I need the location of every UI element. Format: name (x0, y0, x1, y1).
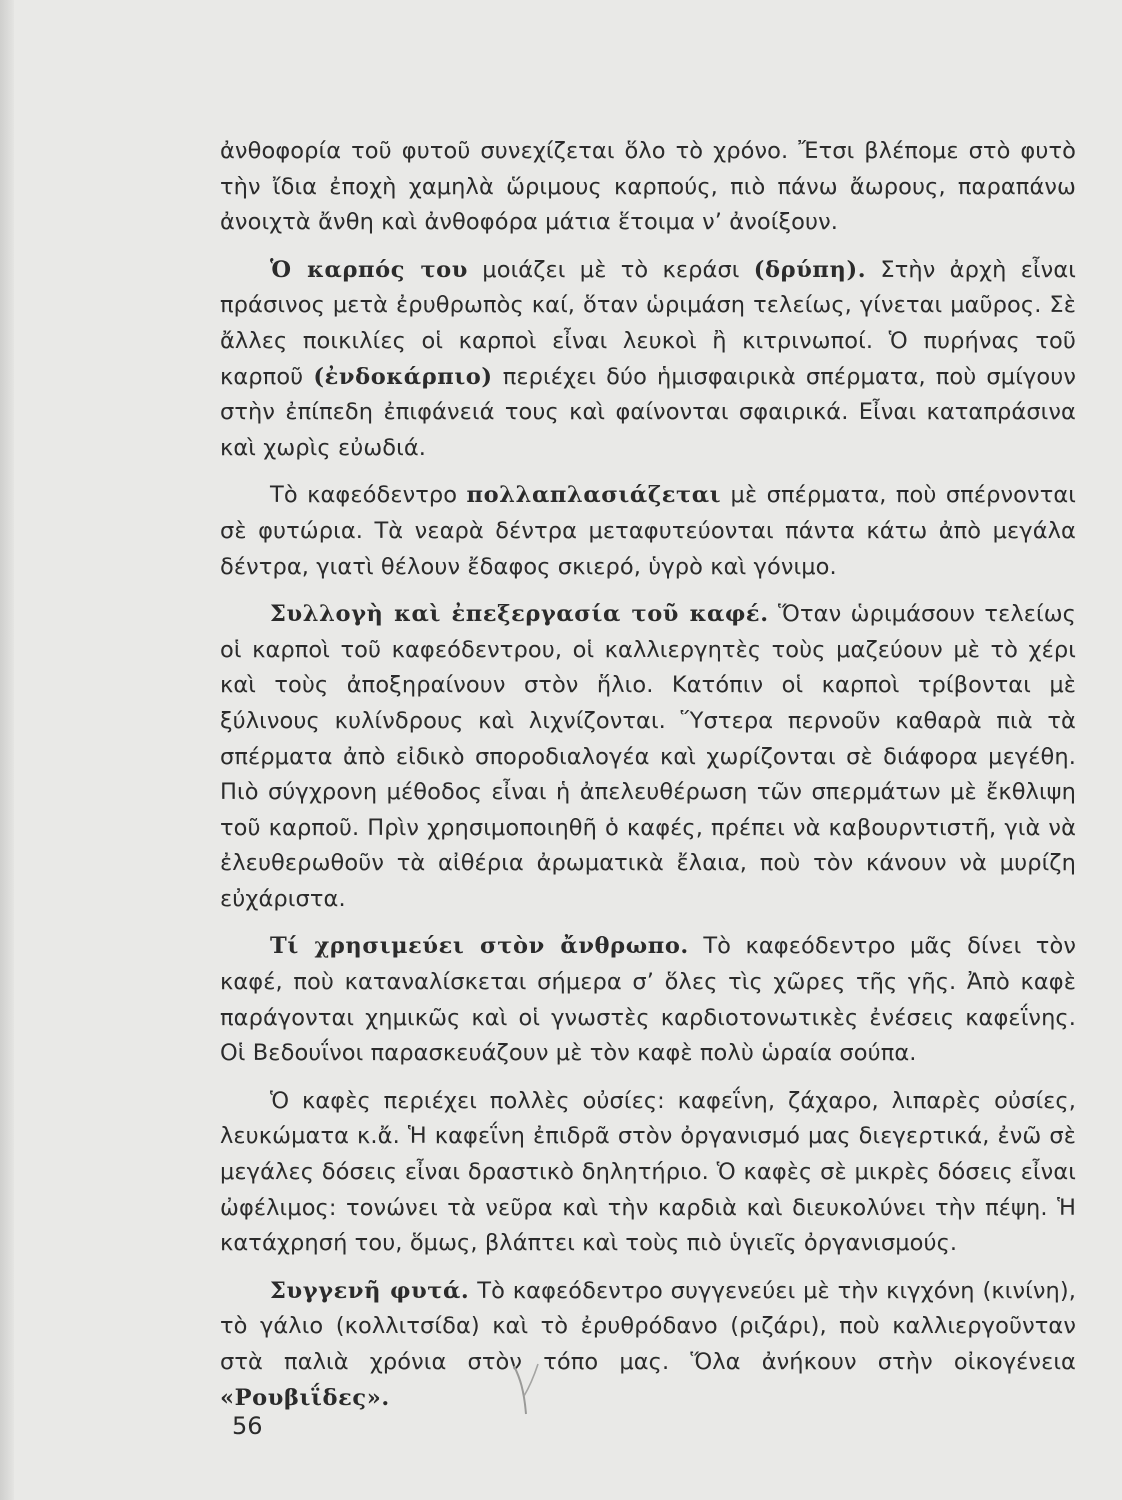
term-endocarp: (ἐνδοκάρπιο) (313, 363, 493, 390)
paragraph-substances (220, 1084, 1076, 1262)
paragraph-uses (220, 929, 1076, 1071)
paragraph-related-plants (220, 1274, 1076, 1416)
text-segment: μοιάζει μὲ τὸ κεράσι (468, 256, 754, 283)
heading-uses: Τί χρησιμεύει στὸν ἄνθρωπο. (270, 933, 689, 960)
text-segment: περιέχει δύο ἡμισφαιρικὰ σπέρματα, ποὺ σμίγουν στὴν ἐπίπεδη ἐπιφάνειά τους καὶ φαίνονται σφαιρικά. Εἶναι καταπράσινα καὶ χωρὶς εὐωδιά. (220, 363, 1076, 461)
paragraph-flowering (220, 134, 1076, 241)
heading-fruit: Ὁ καρπός του (270, 256, 469, 283)
text-segment: Ὅταν ὡριμάσουν τελείως οἱ καρποὶ τοῦ καφεόδεντρου, οἱ καλλιεργητὲς τοὺς μαζεύουν μὲ τὸ χέρι καὶ τοὺς ἀποξηραίνουν στὸν ἥλιο. Κατόπιν οἱ καρποὶ τρίβονται μὲ ξύλινους κυλίνδρους καὶ λιχνίζονται. Ὕστερα περνοῦν καθαρὰ πιὰ τὰ σπέρματα ἀπὸ εἰδικὸ σποροδιαλογέα καὶ χωρίζονται σὲ διάφορα μεγέθη. Πιὸ σύγχρονη μέθοδος εἶναι ἡ ἀπελευθέρωση τῶν σπερμάτων μὲ ἔκθλιψη τοῦ καρποῦ. Πρὶν χρησιμοποιηθῆ ὁ καφές, πρέπει νὰ καβουρντιστῆ, γιὰ νὰ ἐλευθερωθοῦν τὰ αἰθέρια ἀρωματικὰ ἔλαια, ποὺ τὸν κάνουν νὰ μυρίζη εὐχάριστα. (220, 601, 1076, 912)
text-segment: Στὴν ἀρχὴ εἶναι πράσινος μετὰ ἐρυθρωπὸς καί, ὅταν ὡριμάση τελείως, γίνεται μαῦρος. Σὲ ἄλλες ποικιλίες οἱ καρποὶ εἶναι λευκοὶ ἢ κιτρινωποί. Ὁ πυρήνας τοῦ καρποῦ (220, 256, 1076, 390)
heading-related-plants: Συγγενῆ φυτά. (270, 1277, 470, 1304)
text-segment: ἀνθοφορία τοῦ φυτοῦ συνεχίζεται ὅλο τὸ χρόνο. Ἔτσι βλέπομε στὸ φυτὸ τὴν ἴδια ἐποχὴ χαμηλὰ ὥριμους καρπούς, πιὸ πάνω ἄωρους, παραπάνω ἀνοιχτὰ ἄνθη καὶ ἀνθοφόρα μάτια ἕτοιμα ν’ ἀνοίξουν. (220, 138, 1076, 236)
text-segment: Ὁ καφὲς περιέχει πολλὲς οὐσίες: καφεΐνη, ζάχαρο, λιπαρὲς οὐσίες, λευκώματα κ.ἄ. Ἡ καφεΐνη ἐπιδρᾶ στὸν ὀργανισμό μας διεγερτικά, ἐνῶ σὲ μεγάλες δόσεις εἶναι δραστικὸ δηλητήριο. Ὁ καφὲς σὲ μικρὲς δόσεις εἶναι ὠφέλιμος: τονώνει τὰ νεῦρα καὶ τὴν καρδιὰ καὶ διευκολύνει τὴν πέψη. Ἡ κατάχρησή του, ὅμως, βλάπτει καὶ τοὺς πιὸ ὑγιεῖς ὀργανισμούς. (220, 1087, 1076, 1257)
text-segment: μὲ σπέρματα, ποὺ σπέρνονται σὲ φυτώρια. Τὰ νεαρὰ δέντρα μεταφυτεύονται πάντα κάτω ἀπὸ μεγάλα δέντρα, γιατὶ θέλουν ἔδαφος σκιερό, ὑγρὸ καὶ γόνιμο. (220, 482, 1076, 580)
paragraph-fruit (220, 253, 1076, 467)
heading-harvest: Συλλογὴ καὶ ἐπεξεργασία τοῦ καφέ. (270, 601, 769, 628)
paragraph-propagation (220, 478, 1076, 585)
text-segment: Τὸ καφεόδεντρο μᾶς δίνει τὸν καφέ, ποὺ καταναλίσκεται σήμερα σ’ ὅλες τὶς χῶρες τῆς γῆς. Ἀπὸ καφὲ παράγονται χημικῶς καὶ οἱ γνωστὲς καρδιοτονωτικὲς ἐνέσεις καφεΐνης. Οἱ Βεδουΐνοι παρασκευάζουν μὲ τὸν καφὲ πολὺ ὡραία σούπα. (220, 933, 1076, 1067)
body-text (220, 134, 1076, 1428)
text-segment: Τὸ καφεόδεντρο (270, 482, 467, 509)
term-drupe: (δρύπη). (753, 256, 867, 283)
term-rubiaceae: «Ρουβιΐδες». (220, 1384, 390, 1411)
term-propagates: πολλαπλασιάζεται (466, 482, 722, 509)
pencil-mark-icon (508, 1360, 548, 1420)
paragraph-harvest (220, 597, 1076, 917)
text-segment: Τὸ καφεόδεντρο συγγενεύει μὲ τὴν κιγχόνη (κινίνη), τὸ γάλιο (κολλιτσίδα) καὶ τὸ ἐρυθρόδανο (ριζάρι), ποὺ καλλιεργοῦνταν στὰ παλιὰ χρόνια στὸν τόπο μας. Ὅλα ἀνήκουν στὴν οἰκογένεια (220, 1277, 1077, 1375)
page-number: 56 (232, 1412, 263, 1440)
